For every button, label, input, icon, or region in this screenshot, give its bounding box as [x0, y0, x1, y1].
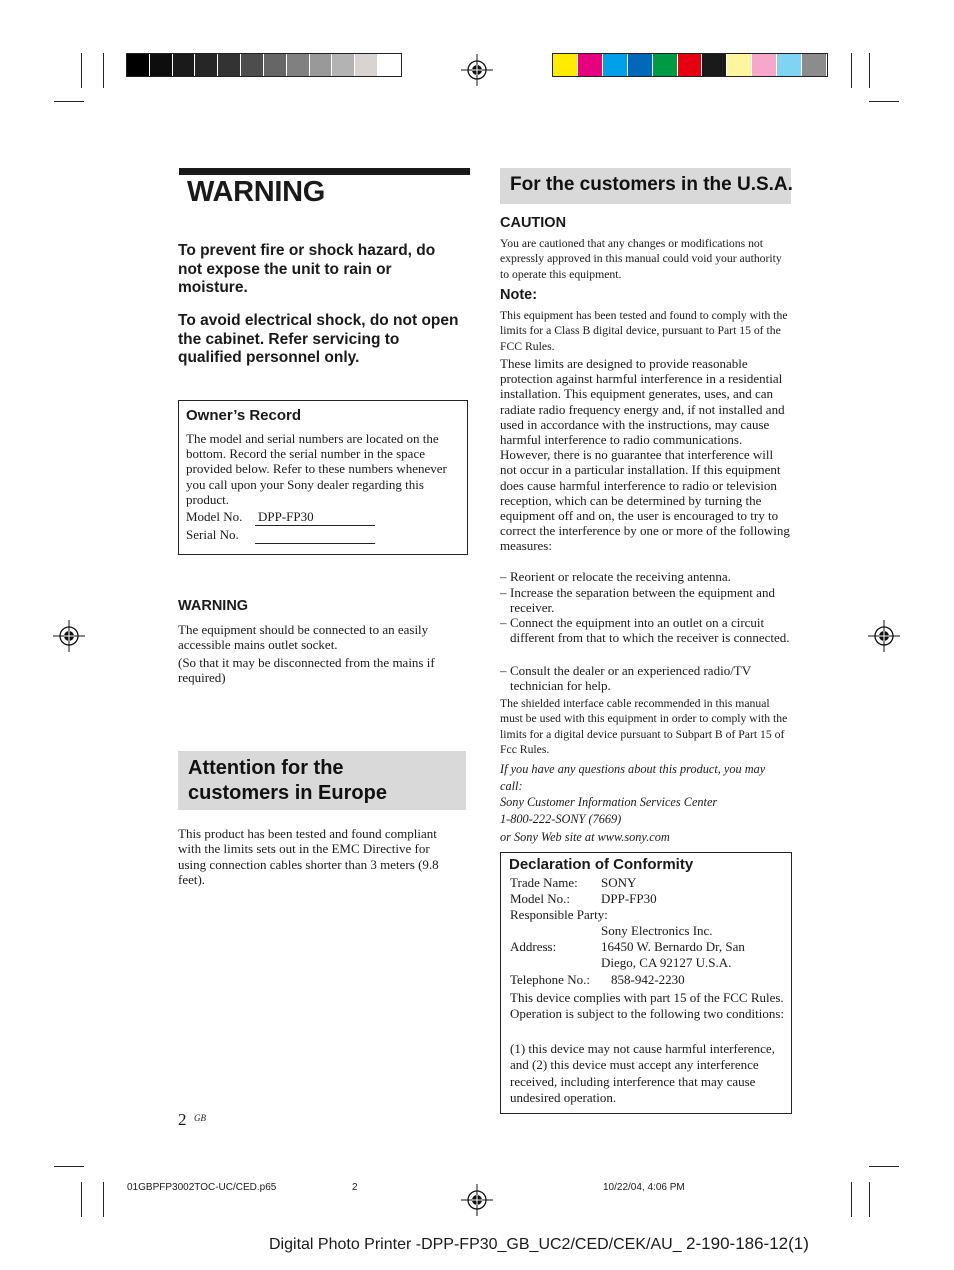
color-swatch	[173, 54, 196, 76]
shock-hazard-warning: To avoid electrical shock, do not open the cabinet. Refer servicing to qualified personnel only.	[178, 312, 459, 366]
warning-rule	[179, 168, 470, 175]
shielded-cable-text: The shielded interface cable recommended in this manual must be used with this equipment in order to comply with the limits for a digital device pursuant to Subpart B of Part 15 of Fcc Rules.	[500, 697, 788, 757]
measure-item: – Reorient or relocate the receiving antenna.	[500, 569, 731, 584]
color-swatch	[241, 54, 264, 76]
model-number-value: DPP-FP30	[258, 509, 314, 524]
color-swatch	[578, 54, 603, 76]
crop-mark	[54, 101, 84, 102]
conditions-text: (1) this device may not cause harmful interference, and (2) this device must accept any interference received, including interference that may cause undesired operation.	[510, 1041, 775, 1105]
crop-mark	[869, 1182, 870, 1217]
model-number-label: Model No.	[186, 509, 243, 524]
color-swatch	[653, 54, 678, 76]
address-label: Address:	[510, 939, 557, 954]
crop-mark	[81, 53, 82, 88]
address-line2: Diego, CA 92127 U.S.A.	[601, 955, 732, 970]
trade-name-label: Trade Name:	[510, 875, 578, 890]
model-label: Model No.:	[510, 891, 570, 906]
registration-mark-icon	[461, 54, 493, 86]
declaration-box	[500, 852, 792, 1114]
owners-record-text: The model and serial numbers are located on the bottom. Record the serial number in the space provided below. Refer to these numbers whenever you call upon your Sony dealer regarding this product.	[186, 431, 447, 507]
footer-page: 2	[352, 1182, 358, 1193]
registration-mark-icon	[868, 620, 900, 652]
color-swatch	[287, 54, 310, 76]
europe-heading-box	[178, 751, 466, 810]
owners-record-box	[178, 400, 468, 555]
model-value: DPP-FP30	[601, 891, 657, 906]
telephone-label: Telephone No.:	[510, 972, 590, 987]
responsible-party-label: Responsible Party:	[510, 907, 608, 922]
serial-number-line	[255, 543, 375, 544]
trade-name-value: SONY	[601, 875, 637, 890]
measure-item: – Connect the equipment into an outlet on a circuit different from that to which the receiver is connected.	[500, 615, 790, 646]
mains-outlet-text: The equipment should be connected to an easily accessible mains outlet socket.	[178, 622, 429, 653]
color-swatch	[752, 54, 777, 76]
footer-product-name: Digital Photo Printer -DPP-FP30_GB_UC2/CED/CEK/AU_	[269, 1236, 682, 1253]
compliance-text: This device complies with part 15 of the FCC Rules. Operation is subject to the following two conditions:	[510, 990, 785, 1022]
note-text: This equipment has been tested and found to comply with the limits for a Class B digital device, pursuant to Part 15 of the FCC Rules.	[500, 309, 788, 353]
warning-subheading: WARNING	[178, 598, 249, 614]
footer-date: 10/22/04, 4:06 PM	[603, 1182, 685, 1193]
europe-heading	[188, 756, 387, 806]
color-swatch	[264, 54, 287, 76]
phone-text: 1-800-222-SONY (7669)	[500, 812, 622, 826]
color-swatch	[628, 54, 653, 76]
color-swatch	[195, 54, 218, 76]
grayscale-color-bar	[126, 53, 402, 77]
measure-item: – Consult the dealer or an experienced radio/TV technician for help.	[500, 663, 751, 694]
crop-mark	[869, 53, 870, 88]
color-swatch	[702, 54, 727, 76]
page-number: 2	[178, 1110, 187, 1129]
caution-heading: CAUTION	[500, 215, 567, 231]
crop-mark	[851, 53, 852, 88]
footer-part-number: 2-190-186-12(1)	[686, 1234, 809, 1253]
responsible-party-value: Sony Electronics Inc.	[601, 923, 713, 938]
footer-filename: 01GBPFP3002TOC-UC/CED.p65	[127, 1182, 277, 1193]
declaration-title: Declaration of Conformity	[509, 856, 694, 873]
color-swatch	[332, 54, 355, 76]
process-color-bar	[552, 53, 828, 77]
color-swatch	[218, 54, 241, 76]
warning-title: WARNING	[187, 176, 326, 208]
color-swatch	[727, 54, 752, 76]
disconnect-text: (So that it may be disconnected from the mains if required)	[178, 655, 435, 686]
fcc-limits-text: These limits are designed to provide reasonable protection against harmful interference in a residential installation. This equipment generates, uses, and can radiate radio frequency energy and, if not installed and used in accordance with the instructions, may cause harmful interference to radio communications. However, there is no guarantee that interference will not occur in a particular installation. If this equipment does cause harmful interference to radio or television reception, which can be determined by turning the equipment off and on, the user is encouraged to try to correct the interference by one or more of the following measures:	[500, 356, 790, 554]
color-swatch	[310, 54, 333, 76]
questions-text: If you have any questions about this product, you may call:	[500, 762, 766, 793]
footer-product-line	[269, 1234, 809, 1254]
crop-mark	[54, 1166, 84, 1167]
crop-mark	[81, 1182, 82, 1217]
color-swatch	[127, 54, 150, 76]
owners-record-title: Owner’s Record	[186, 407, 302, 424]
address-line1: 16450 W. Bernardo Dr, San	[601, 939, 745, 954]
measure-item: – Increase the separation between the equipment and receiver.	[500, 585, 775, 616]
color-swatch	[802, 54, 827, 76]
europe-text: This product has been tested and found compliant with the limits sets out in the EMC Directive for using connection cables shorter than 3 meters (9.8 feet).	[178, 826, 439, 887]
note-heading: Note:	[500, 287, 538, 303]
europe-heading-line1: Attention for the	[188, 757, 344, 779]
europe-heading-line2: customers in Europe	[188, 782, 387, 804]
crop-mark	[851, 1182, 852, 1217]
color-swatch	[553, 54, 578, 76]
usa-heading: For the customers in the U.S.A.	[510, 174, 793, 195]
usa-heading-box	[500, 168, 791, 204]
caution-text: You are cautioned that any changes or modifications not expressly approved in this manual could void your authority to operate this equipment.	[500, 237, 782, 281]
color-swatch	[777, 54, 802, 76]
color-swatch	[378, 54, 401, 76]
telephone-value: 858-942-2230	[611, 972, 685, 987]
color-swatch	[355, 54, 378, 76]
registration-mark-icon	[53, 620, 85, 652]
crop-mark	[103, 53, 104, 88]
color-swatch	[150, 54, 173, 76]
registration-mark-icon	[461, 1184, 493, 1216]
fire-hazard-warning: To prevent fire or shock hazard, do not expose the unit to rain or moisture.	[178, 242, 436, 296]
crop-mark	[103, 1182, 104, 1217]
serial-number-label: Serial No.	[186, 527, 239, 542]
color-swatch	[603, 54, 628, 76]
model-number-line	[255, 525, 375, 526]
web-site-text: or Sony Web site at www.sony.com	[500, 830, 670, 844]
color-swatch	[678, 54, 703, 76]
service-center-text: Sony Customer Information Services Center	[500, 795, 718, 809]
crop-mark	[869, 1166, 899, 1167]
crop-mark	[869, 101, 899, 102]
page-language-code: GB	[194, 1113, 206, 1123]
